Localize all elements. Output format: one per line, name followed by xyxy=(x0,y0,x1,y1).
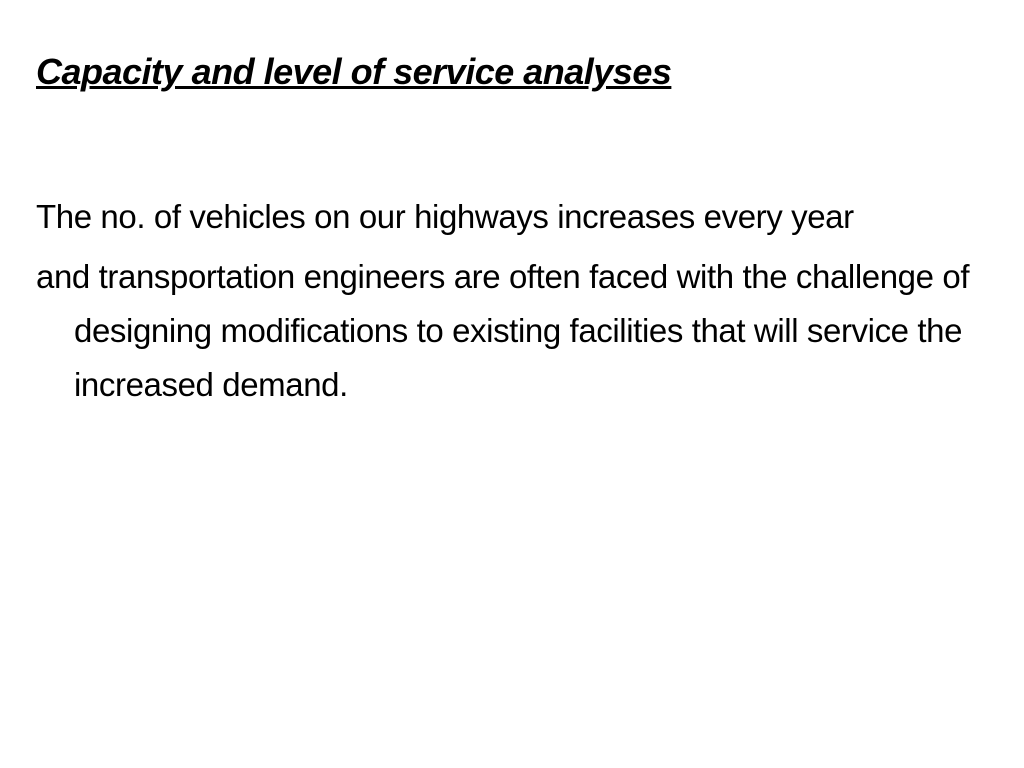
slide-title: Capacity and level of service analyses xyxy=(36,51,672,92)
body-paragraph-2: and transportation engineers are often faced with the challenge of designing modifications to existing facilities that will service the increased demand. xyxy=(36,258,970,403)
slide-body xyxy=(36,190,1006,418)
body-paragraph-1: The no. of vehicles on our highways increases every year xyxy=(36,198,854,235)
